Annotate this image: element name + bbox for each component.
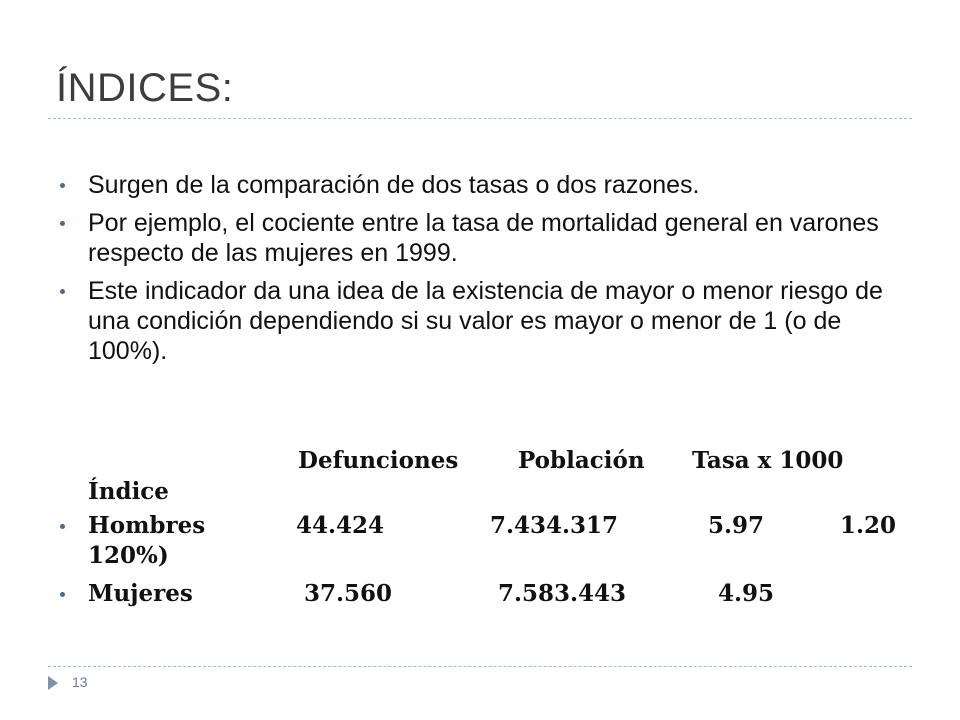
cell-defunciones: 37.560 (304, 580, 393, 607)
page-number: 13 (72, 674, 88, 690)
cell-indice-continuation: 120%) (88, 542, 169, 569)
bullet-dot-icon (60, 221, 65, 226)
cell-tasa: 4.95 (718, 580, 775, 607)
footer-divider (48, 666, 912, 667)
cell-defunciones: 44.424 (296, 512, 385, 539)
bullet-item (58, 276, 918, 366)
table-header (58, 447, 938, 477)
header-indice: Índice (88, 478, 169, 505)
bullet-dot-icon (60, 289, 65, 294)
cell-indice: 1.20 (840, 512, 897, 539)
row-label: Mujeres (88, 580, 193, 607)
header-tasa: Tasa x 1000 (692, 447, 844, 474)
bullet-dot-icon (60, 524, 65, 529)
data-table (58, 447, 938, 613)
cell-poblacion: 7.583.443 (498, 580, 627, 607)
header-defunciones: Defunciones (298, 447, 459, 474)
cell-poblacion: 7.434.317 (490, 512, 619, 539)
table-row (58, 511, 938, 575)
row-label: Hombres (88, 512, 206, 539)
bullet-text: Este indicador da una idea de la existencia de mayor o menor riesgo de una condición dependiendo si su valor es mayor o menor de 1 (o de 100%). (88, 277, 883, 365)
bullet-text: Surgen de la comparación de dos tasas o dos razones. (88, 171, 700, 199)
bullet-item (58, 170, 918, 200)
bullet-dot-icon (60, 592, 65, 597)
bullet-dot-icon (60, 183, 65, 188)
table-row (58, 579, 938, 609)
title-divider (48, 118, 912, 119)
header-poblacion: Población (518, 447, 645, 474)
bullet-item (58, 208, 918, 268)
bullet-text: Por ejemplo, el cociente entre la tasa de mortalidad general en varones respecto de las mujeres en 1999. (88, 209, 879, 267)
slide-title: ÍNDICES: (56, 66, 234, 110)
bullet-list (58, 170, 918, 374)
triangle-right-icon (48, 676, 58, 690)
cell-tasa: 5.97 (708, 512, 765, 539)
